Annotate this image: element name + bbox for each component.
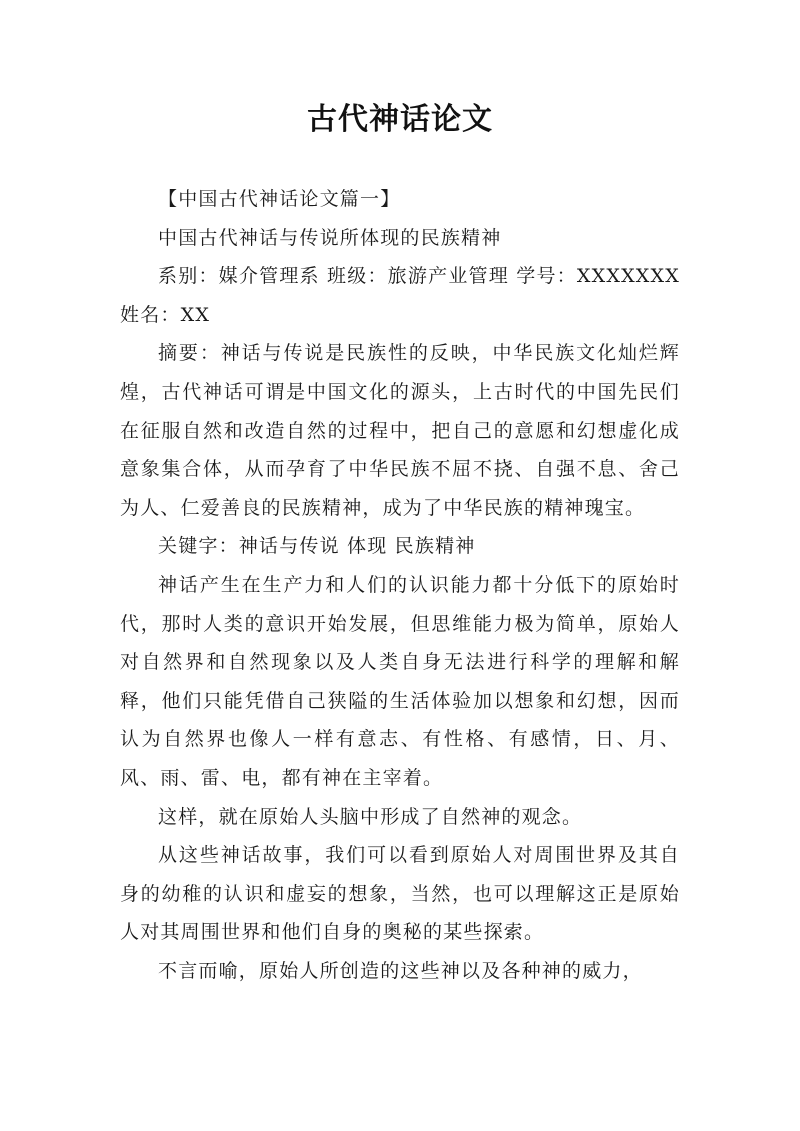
author-info: 系别：媒介管理系 班级：旅游产业管理 学号：XXXXXXX 姓名：XX	[120, 265, 680, 326]
body-paragraph: 不言而喻，原始人所创造的这些神以及各种神的威力，	[158, 959, 643, 982]
body-paragraph: 从这些神话故事，我们可以看到原始人对周围世界及其自身的幼稚的认识和虚妄的想象，当然，也可以理解这正是原始人对其周围世界和他们自身的奥秘的某些探索。	[120, 844, 680, 944]
document-title: 古代神话论文	[307, 102, 493, 137]
paper-title: 中国古代神话与传说所体现的民族精神	[158, 226, 502, 249]
body-paragraph: 这样，就在原始人头脑中形成了自然神的观念。	[158, 805, 583, 828]
document-body	[120, 180, 680, 990]
keywords-paragraph: 关键字：神话与传说 体现 民族精神	[158, 535, 476, 558]
body-paragraph: 神话产生在生产力和人们的认识能力都十分低下的原始时代，那时人类的意识开始发展，但思维能力极为简单，原始人对自然界和自然现象以及人类自身无法进行科学的理解和解释，他们只能凭借自己狭隘的生活体验加以想象和幻想，因而认为自然界也像人一样有意志、有性格、有感情，日、月、风、雨、雷、电，都有神在主宰着。	[120, 573, 680, 789]
abstract-paragraph: 摘要：神话与传说是民族性的反映，中华民族文化灿烂辉煌，古代神话可谓是中国文化的源头，上古时代的中国先民们在征服自然和改造自然的过程中，把自己的意愿和幻想虚化成意象集合体，从而孕育了中华民族不屈不挠、自强不息、舍己为人、仁爱善良的民族精神，成为了中华民族的精神瑰宝。	[120, 342, 680, 519]
section-heading: 【中国古代神话论文篇一】	[158, 188, 401, 210]
